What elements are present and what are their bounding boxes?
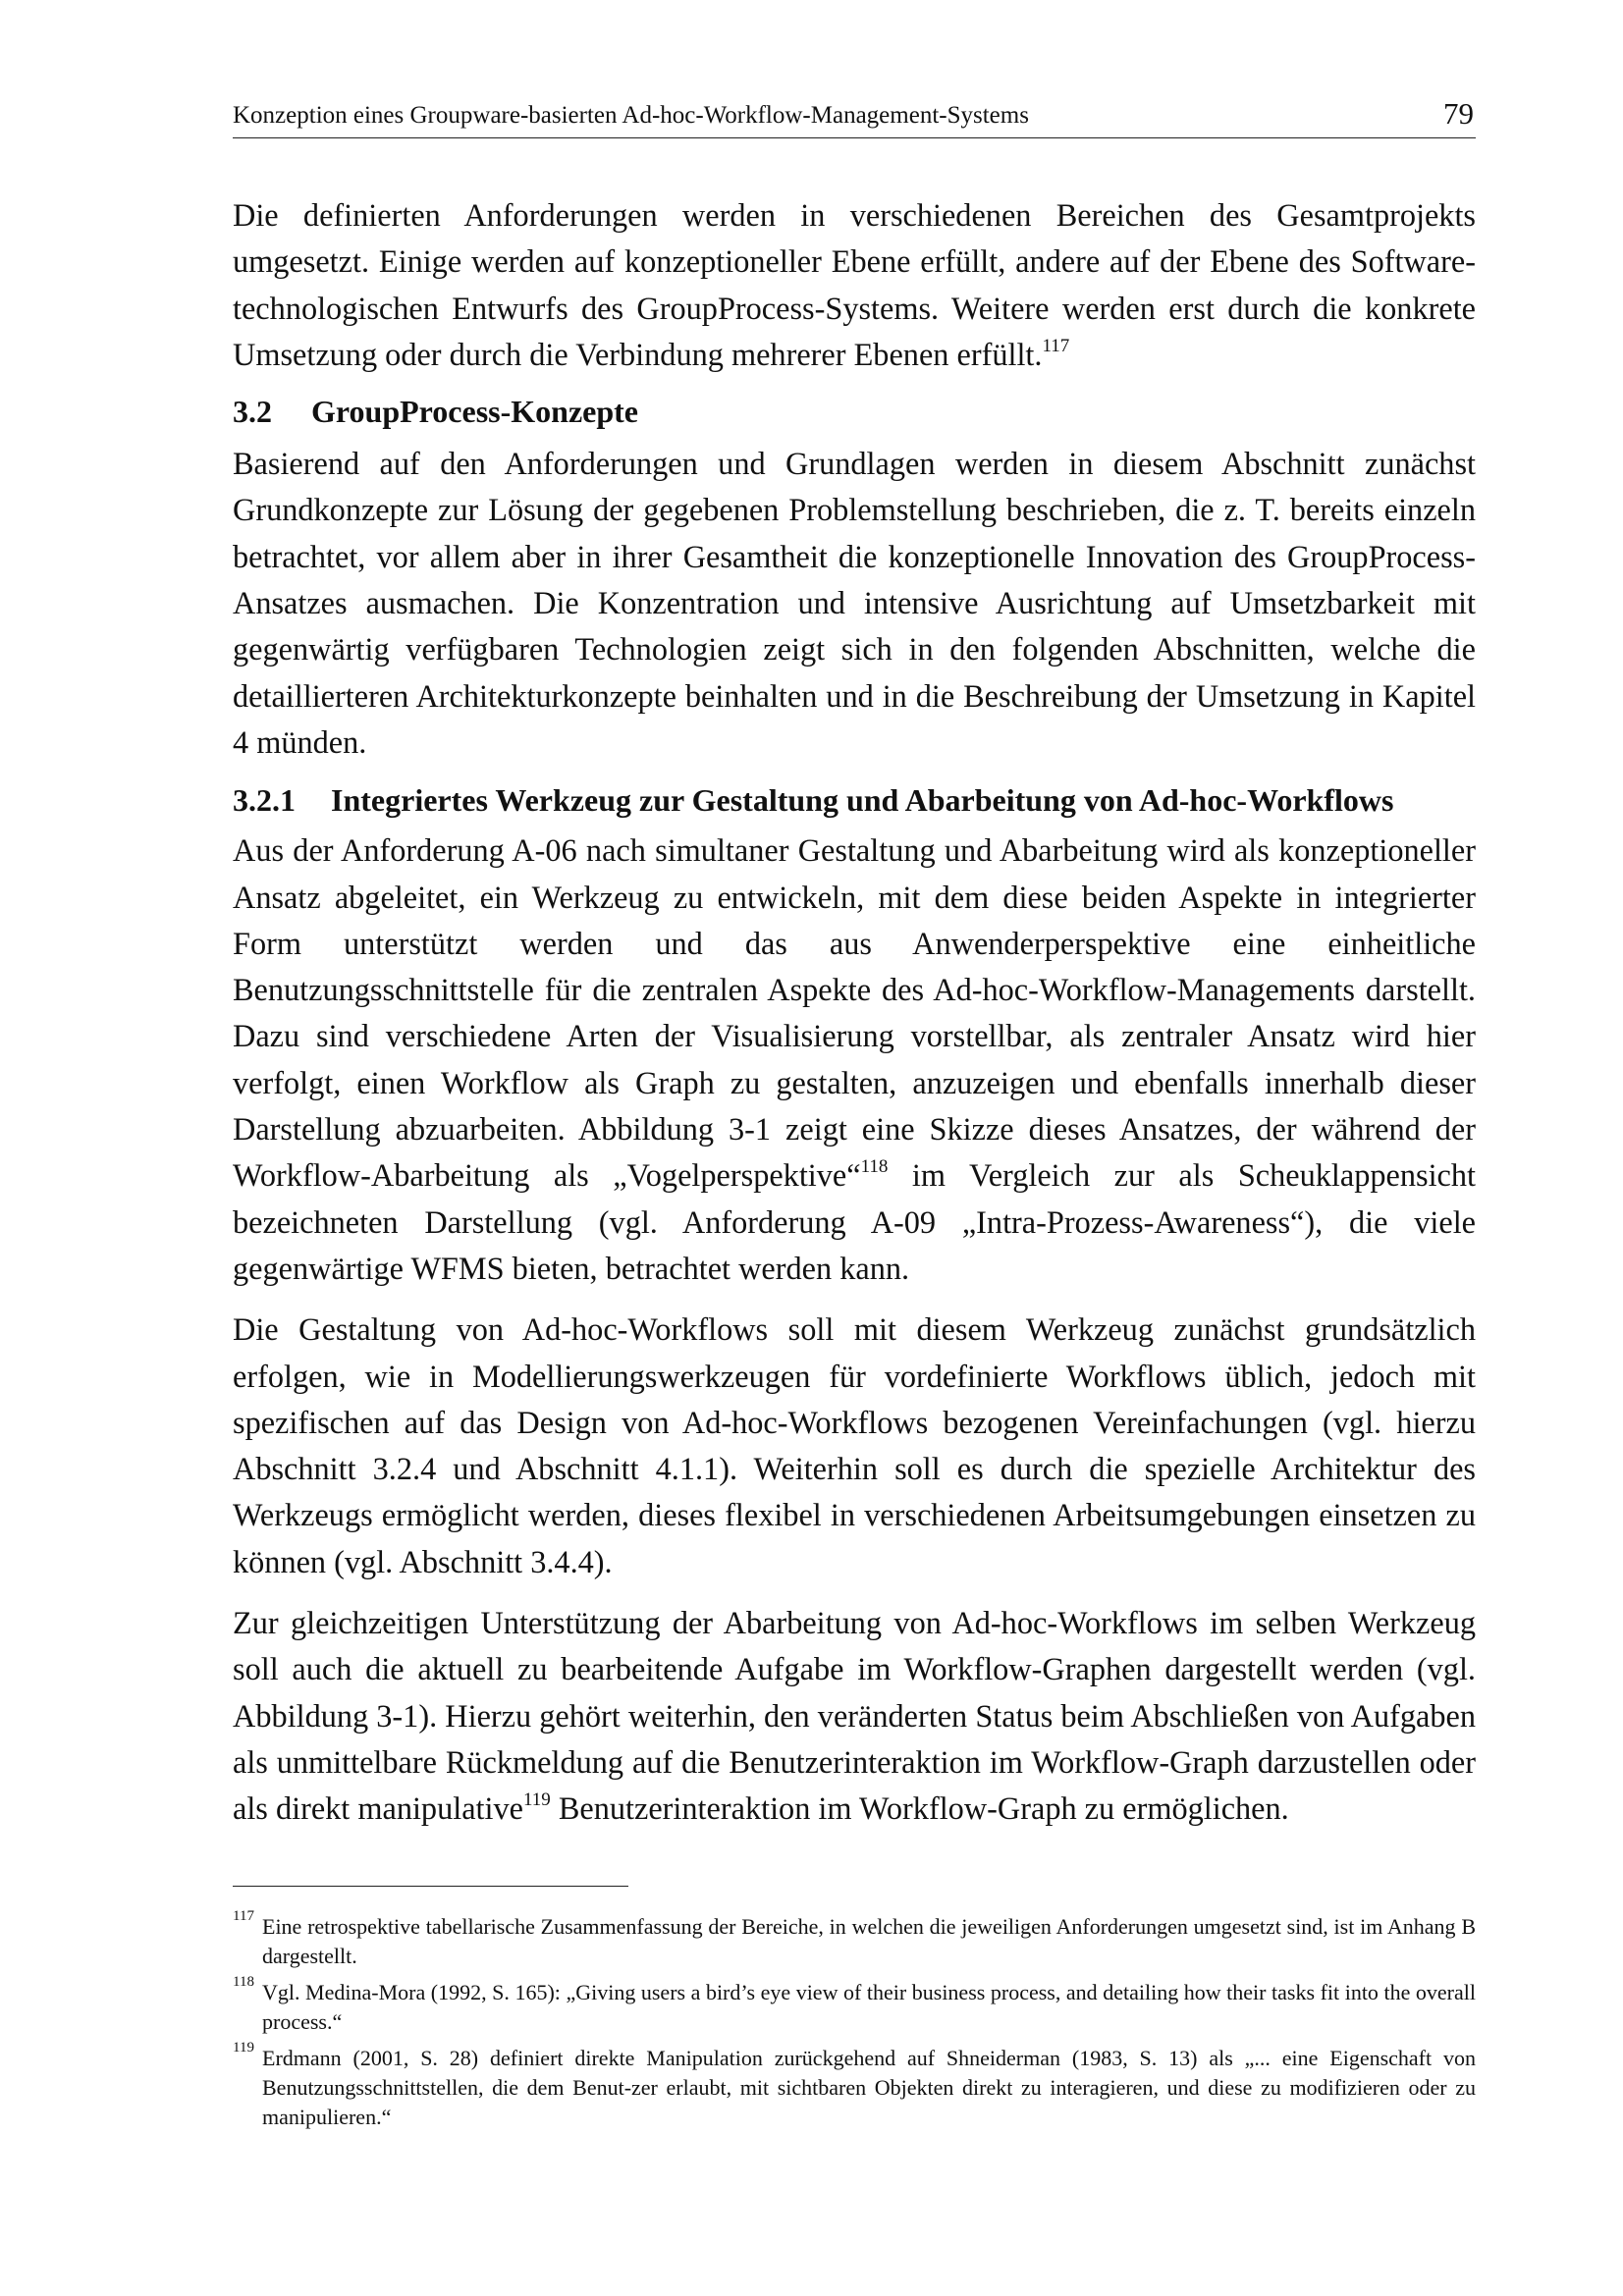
footnote-ref-119[interactable]: 119 (522, 1789, 551, 1811)
footnote-text: Erdmann (2001, S. 28) definiert direkte Manipulation zurückgehend auf Shneiderman (1983, S. 13) als „... eine Eigenschaft von Benutzungsschnittstellen, die dem Benut-zer erlaubt, mit sichtbaren Objekten direkt zu interagieren, und diese zu modifizieren oder zu manipulieren.“ (262, 2046, 1476, 2129)
section-heading (233, 389, 1476, 435)
para3-text-after: Benutzerinteraktion im Workflow-Graph zu ermöglichen. (550, 1790, 1289, 1827)
footnote-118 (233, 1974, 1476, 2037)
section-title: GroupProcess-Konzepte (311, 394, 638, 430)
para3-text-before: Zur gleichzeitigen Unterstützung der Abarbeitung von Ad-hoc-Workflows im selben Werkzeug soll auch die aktuell zu bearbeitende Aufgabe im Workflow-Graphen dargestellt werden (vgl. Abbildung 3-1). Hierzu gehört weiterhin, den veränderten Status beim Abschließen von Aufgaben als unmittelbare Rückmeldung auf die Benutzerinteraktion im Workflow-Graph darzustellen oder als direkt manipulative (233, 1605, 1476, 1827)
footnote-number: 119 (233, 2040, 254, 2056)
footnote-number: 118 (233, 1974, 254, 1990)
footnote-number: 117 (233, 1908, 254, 1924)
footnote-text: Vgl. Medina-Mora (1992, S. 165): „Giving users a bird’s eye view of their business process, and detailing how their tasks fit into the overall process.“ (262, 1980, 1476, 2034)
page-number: 79 (1443, 96, 1474, 131)
subsection-number: 3.2.1 (233, 782, 296, 819)
footnote-ref-117[interactable]: 117 (1042, 335, 1070, 356)
footnote-117 (233, 1908, 1476, 1971)
subsection-heading (233, 777, 1476, 824)
para1-text-after: im Vergleich zur als Scheuklappensicht bezeichneten Darstellung (vgl. Anforderung A-09 „Intra-Prozess-Awareness“), die viele gegenwärtige WFMS bieten, betrachtet werden kann. (233, 1157, 1477, 1286)
footnote-separator (233, 1886, 628, 1887)
section-number: 3.2 (233, 394, 272, 430)
subsection-title: Integriertes Werkzeug zur Gestaltung und Abarbeitung von Ad-hoc-Workflows (331, 782, 1394, 819)
subsection-paragraph-2: Die Gestaltung von Ad-hoc-Workflows soll mit diesem Werkzeug zunächst grundsätzlich erfolgen, wie in Modellierungswerkzeugen für vordefinierte Workflows üblich, jedoch mit spezifischen auf das Design von Ad-hoc-Workflows bezogenen Vereinfachungen (vgl. hierzu Abschnitt 3.2.4 und Abschnitt 4.1.1). Weiterhin soll es durch die spezielle Architektur des Werkzeugs ermöglicht werden, dieses flexibel in verschiedenen Arbeitsumgebungen einsetzen zu können (vgl. Abschnitt 3.4.4). (233, 1311, 1476, 1579)
subsection-paragraph-1 (233, 828, 1476, 1292)
intro-text: Die definierten Anforderungen werden in verschiedenen Bereichen des Gesamtprojekts umgesetzt. Einige werden auf konzeptioneller Ebene erfüllt, andere auf der Ebene des Software-technologischen Entwurfs des GroupProcess-Systems. Weitere werden erst durch die konkrete Umsetzung oder durch die Verbindung mehrerer Ebenen erfüllt. (233, 197, 1476, 372)
footnote-ref-118[interactable]: 118 (860, 1156, 889, 1178)
intro-paragraph (233, 192, 1476, 378)
footnote-119 (233, 2040, 1476, 2132)
running-title: Konzeption eines Groupware-basierten Ad-hoc-Workflow-Management-Systems (233, 102, 1029, 129)
subsection-paragraph-3 (233, 1600, 1476, 1832)
footnotes (233, 1908, 1476, 2139)
footnote-text: Eine retrospektive tabellarische Zusammenfassung der Bereiche, in welchen die jeweiligen Anforderungen umgesetzt sind, ist im Anhang B dargestellt. (262, 1914, 1476, 1968)
body-text (233, 192, 1476, 1833)
para1-text-before: Aus der Anforderung A-06 nach simultaner Gestaltung und Abarbeitung wird als konzeptioneller Ansatz abgeleitet, ein Werkzeug zu entwickeln, mit dem diese beiden Aspekte in integrierter Form unterstützt werden und das aus Anwenderperspektive eine einheitliche Benutzungsschnittstelle für die zentralen Aspekte des Ad-hoc-Workflow-Managements darstellt. Dazu sind verschiedene Arten der Visualisierung vorstellbar, als zentraler Ansatz wird hier verfolgt, einen Workflow als Graph zu gestalten, anzuzeigen und ebenfalls innerhalb dieser Darstellung abzuarbeiten. Abbildung 3-1 zeigt eine Skizze dieses Ansatzes, der während der Workflow-Abarbeitung als „Vogelperspektive“ (233, 832, 1476, 1194)
running-header (233, 94, 1476, 138)
section-paragraph: Basierend auf den Anforderungen und Grundlagen werden in diesem Abschnitt zunächst Grundkonzepte zur Lösung der gegebenen Problemstellung beschrieben, die z. T. bereits einzeln betrachtet, vor allem aber in ihrer Gesamtheit die konzeptionelle Innovation des GroupProcess-Ansatzes ausmachen. Die Konzentration und intensive Ausrichtung auf Umsetzbarkeit mit gegenwärtig verfügbaren Technologien zeigt sich in den folgenden Abschnitten, welche die detaillierteren Architekturkonzepte beinhalten und in die Beschreibung der Umsetzung in Kapitel 4 münden. (233, 446, 1476, 760)
